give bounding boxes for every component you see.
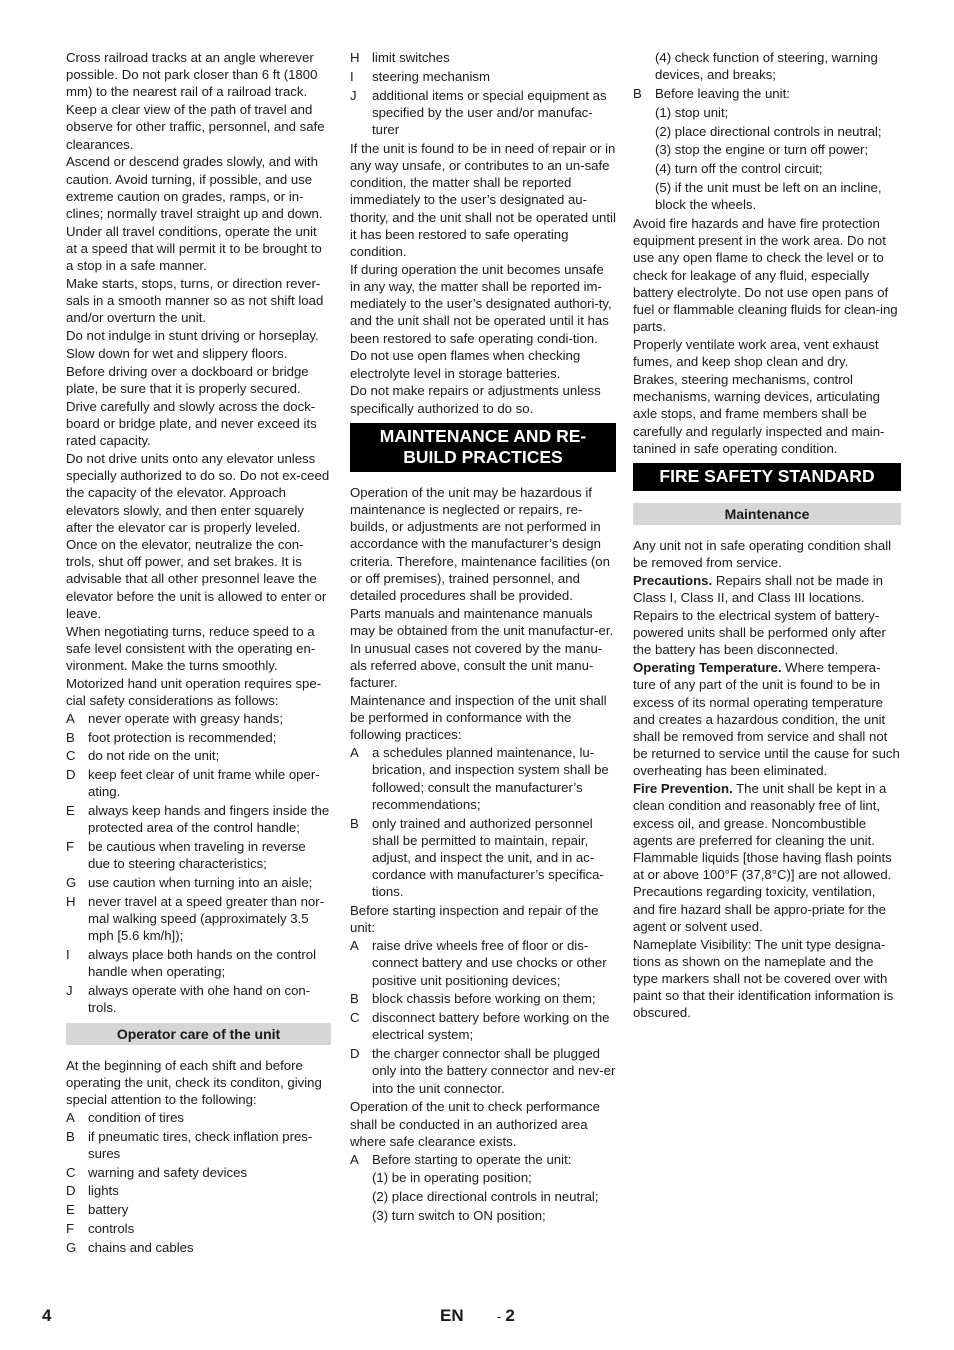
- list-text: never operate with greasy hands;: [88, 710, 283, 726]
- list-item: [66, 838, 331, 872]
- list-marker: A: [350, 1151, 359, 1167]
- paragraph: If the unit is found to be in need of repair or in any way unsafe, or contributes to an un-safe condition, the matter shall be reported immediately to the user’s designated au-thority, and the unit shall not be operated until it has been restored to safe operating condition.: [350, 140, 616, 260]
- list-item: [66, 1128, 331, 1162]
- list-text: warning and safety devices: [88, 1164, 248, 1180]
- bold-lead: Operating Temperature.: [633, 660, 782, 676]
- heading-line: BUILD PRACTICES: [403, 446, 563, 467]
- sub-list-item: (3) turn switch to ON position;: [372, 1208, 546, 1224]
- paragraph: When negotiating turns, reduce speed to a safe level consistent with the operating en-vironment. Make the turns smoothly.: [66, 623, 316, 674]
- paragraph-text: The unit shall be kept in a clean condition and reasonably free of lint, excess oil, and grease. Noncombustible agents are preferred for cleaning the unit. Flammable liquids [those having flash points at or above 100°F (37,8°C)] are not allowed. Precautions regarding toxicity, ventilation, and fire hazard shall be appro-priate for the agent or solvent used.: [633, 781, 892, 934]
- list-marker: G: [66, 875, 77, 891]
- paragraph: Do not drive units onto any elevator unless specially authorized to do so. Do not ex-ceed the capacity of the elevator. Approach elevators slowly, and then enter squarely after the elevator car is properly leveled. Once on the elevator, neutralize the con-trols, shut off power, and set brakes. It is advisable that all other presonnel leave the elevator before the unit is allowed to enter or leave.: [66, 451, 330, 621]
- list-text: raise drive wheels free of floor or dis-connect battery and use chocks or other positive unit positioning devices;: [372, 938, 607, 988]
- section-heading-maintenance: Maintenance: [633, 503, 901, 525]
- list-text: use caution when turning into an aisle;: [88, 875, 313, 891]
- list-marker: J: [350, 87, 357, 103]
- paragraph: Any unit not in safe operating condition shall be removed from service.: [633, 538, 892, 571]
- paragraph: Keep a clear view of the path of travel and observe for other traffic, personnel, and safe clearances.: [66, 102, 325, 152]
- list-text: only trained and authorized personnel shall be permitted to maintain, repair, adjust, and inspect the unit, and in ac-cordance with manufacturer’s specifica-tions.: [372, 815, 604, 900]
- paragraph: Do not make repairs or adjustments unless specifically authorized to do so.: [350, 383, 601, 416]
- paragraph: Nameplate Visibility: The unit type designa-tions as shown on the nameplate and the type markers shall not be covered over with paint so that their identification information is obscured.: [633, 936, 894, 1021]
- heading-line: MAINTENANCE AND RE-: [379, 425, 587, 446]
- list-item: [66, 1164, 331, 1181]
- list-item: [350, 1151, 616, 1168]
- list-marker: A: [350, 745, 359, 761]
- list-marker: G: [66, 1239, 77, 1255]
- list-item: [66, 946, 331, 980]
- list-item: [66, 874, 331, 891]
- list-item: [66, 1182, 331, 1199]
- list-item: [350, 990, 616, 1007]
- page-number: 4: [42, 1306, 52, 1325]
- list-item: [350, 744, 616, 813]
- section-heading-maintenance-rebuild: [350, 423, 616, 472]
- language-code: EN: [440, 1306, 464, 1325]
- inspection-list: [350, 937, 616, 1097]
- list-item: [633, 85, 901, 102]
- list-marker: H: [66, 894, 76, 910]
- list-marker: J: [66, 983, 73, 999]
- list-marker: D: [66, 767, 76, 783]
- list-text: keep feet clear of unit frame while oper-ating.: [88, 767, 320, 800]
- list-item: [66, 1201, 331, 1218]
- sub-list-item: (4) turn off the control circuit;: [655, 161, 823, 177]
- list-text: the charger connector shall be plugged only into the battery connector and nev-er into the unit connector.: [372, 1046, 616, 1096]
- check-list: [66, 1109, 331, 1256]
- list-text: steering mechanism: [372, 68, 491, 84]
- list-item: [350, 815, 616, 901]
- paragraph-text: Where tempera-ture of any part of the unit is found to be in excess of its normal operating temperature and creates a hazardous condition, the unit shall be removed from service and shall not be returned to service until the cause for such overheating has been eliminated.: [633, 660, 900, 779]
- list-marker: E: [66, 803, 75, 819]
- list-text: battery: [88, 1202, 129, 1218]
- list-text: block chassis before working on them;: [372, 991, 596, 1007]
- sub-list-item: (1) be in operating position;: [372, 1170, 532, 1186]
- paragraph: In unusual cases not covered by the manu-als referred above, consult the unit manu-facturer.: [350, 640, 603, 691]
- bold-lead: Precautions.: [633, 573, 713, 589]
- list-item: [350, 937, 616, 989]
- paragraph: At the beginning of each shift and before operating the unit, check its conditon, giving special attention to the following:: [66, 1057, 322, 1108]
- paragraph: Brakes, steering mechanisms, control mechanisms, warning devices, articulating axle stops, and frame members shall be carefully and regularly inspected and main-tanined in safe operating condition.: [633, 372, 885, 456]
- list-text: chains and cables: [88, 1239, 194, 1255]
- list-text: foot protection is recommended;: [88, 729, 277, 745]
- paragraph: Avoid fire hazards and have fire protection equipment present in the work area. Do not use any open flame to check the level or to check for leakage of any fluid, especially battery electrolyte. Do not use open pans of fuel or flammable cleaning fluids for clean-ing parts.: [633, 215, 898, 335]
- paragraph: Make starts, stops, turns, or direction rever-sals in a smooth manner so as not shift load and/or overturn the unit.: [66, 276, 324, 326]
- list-item: [66, 1239, 331, 1256]
- list-item: [66, 710, 331, 727]
- list-item: [66, 893, 331, 945]
- paragraph: [633, 659, 901, 779]
- list-text: limit switches: [372, 50, 450, 65]
- practices-list: [350, 744, 616, 900]
- sub-list-item: (5) if the unit must be left on an incline, block the wheels.: [655, 179, 882, 213]
- paragraph: Operation of the unit may be hazardous if maintenance is neglected or repairs, re-builds, or adjustments are not performed in accordance with the manufacturer’s design criteria. Therefore, maintenance facilities (on or off premises), trained personnel, and detailed procedures shall be provided.: [350, 484, 610, 604]
- list-text: additional items or special equipment as specified by the user and/or manufac-turer: [372, 87, 607, 137]
- list-marker: B: [66, 1128, 75, 1144]
- section-heading-operator-care: Operator care of the unit: [66, 1023, 331, 1045]
- list-marker: B: [350, 815, 359, 831]
- bold-lead: Fire Prevention.: [633, 781, 733, 797]
- sub-list-item: (2) place directional controls in neutral;: [655, 123, 882, 139]
- safety-list: [66, 710, 331, 1017]
- list-text: if pneumatic tires, check inflation pres-sures: [88, 1128, 313, 1161]
- paragraph: Do not indulge in stunt driving or horseplay.: [66, 328, 319, 344]
- sub-list-item: (1) stop unit;: [655, 104, 729, 120]
- paragraph: Before driving over a dockboard or bridge plate, be sure that it is properly secured.: [66, 363, 309, 397]
- list-text: lights: [88, 1183, 119, 1199]
- list-item: [66, 729, 331, 746]
- list-marker: I: [350, 68, 354, 84]
- section-heading-fire-safety: FIRE SAFETY STANDARD: [633, 463, 901, 491]
- list-item: [66, 1109, 331, 1126]
- paragraph: Cross railroad tracks at an angle wherever possible. Do not park closer than 6 ft (1800 mm) to the nearest rail of a railroad track.: [66, 50, 318, 100]
- list-marker: B: [350, 991, 359, 1007]
- list-marker: C: [66, 748, 76, 764]
- list-text: never travel at a speed greater than nor-mal walking speed (approximately 3.5 mph [5.6 km/h]);: [88, 894, 325, 944]
- list-item: [66, 1220, 331, 1237]
- list-marker: A: [66, 710, 75, 726]
- paragraph: Drive carefully and slowly across the dock-board or bridge plate, and never exceed its rated capacity.: [66, 398, 317, 449]
- list-text: always place both hands on the control handle when operating;: [88, 947, 316, 980]
- list-marker: H: [350, 50, 360, 65]
- list-marker: B: [633, 86, 642, 101]
- paragraph-text: Repairs shall not be made in Class I, Class II, and Class III locations.: [633, 573, 883, 606]
- paragraph: Before starting inspection and repair of the unit:: [350, 903, 599, 936]
- list-marker: I: [66, 947, 70, 963]
- list-marker: A: [350, 938, 359, 954]
- sub-list-item: (2) place directional controls in neutral;: [372, 1189, 599, 1205]
- paragraph: Properly ventilate work area, vent exhaust fumes, and keep shop clean and dry.: [633, 337, 879, 370]
- paragraph: [633, 780, 901, 935]
- list-marker: D: [350, 1046, 360, 1062]
- list-text: Before starting to operate the unit:: [372, 1151, 572, 1167]
- list-text: controls: [88, 1221, 135, 1237]
- list-marker: B: [66, 729, 75, 745]
- paragraph: [633, 572, 901, 606]
- list-text: condition of tires: [88, 1109, 185, 1125]
- list-text: be cautious when traveling in reverse due to steering characteristics;: [88, 839, 306, 872]
- list-marker: F: [66, 839, 75, 855]
- column-3: [633, 49, 901, 1022]
- paragraph: If during operation the unit becomes unsafe in any way, the matter shall be reported im-mediately to the user’s designated authori-ty, and the unit shall not be operated until it has been restored to safe operating condi-tion.: [350, 261, 612, 346]
- list-marker: A: [66, 1109, 75, 1125]
- list-text: Before leaving the unit:: [655, 86, 790, 101]
- paragraph: Maintenance and inspection of the unit shall be performed in conformance with the following practices:: [350, 693, 607, 743]
- list-text: a schedules planned maintenance, lu-brication, and inspection system shall be followed; consult the manufacturer’s recommendations;: [372, 745, 609, 812]
- paragraph: Ascend or descend grades slowly, and with caution. Avoid turning, if possible, and use extreme caution on grades, ramps, or in-clines; normally travel straight up and down.: [66, 154, 323, 222]
- list-marker: C: [66, 1164, 76, 1180]
- section-number: [497, 1306, 515, 1326]
- list-marker: F: [66, 1221, 75, 1237]
- paragraph: Motorized hand unit operation requires spe-cial safety considerations as follows:: [66, 675, 322, 709]
- sub-list-item: (3) stop the engine or turn off power;: [655, 142, 869, 158]
- list-marker: D: [66, 1183, 76, 1199]
- list-item: [66, 766, 331, 800]
- column-2: [350, 49, 616, 1226]
- list-item: [350, 49, 616, 66]
- check-list-continued: [350, 49, 616, 138]
- list-item: [350, 68, 616, 85]
- list-marker: C: [350, 1010, 360, 1026]
- list-item: [350, 87, 616, 139]
- section-dash: -: [497, 1309, 502, 1324]
- list-item: [66, 747, 331, 764]
- paragraph: Under all travel conditions, operate the unit at a speed that will permit it to be brought to a stop in a safe manner.: [66, 223, 322, 274]
- list-marker: E: [66, 1202, 75, 1218]
- list-text: always operate with ohe hand on con-trols.: [88, 983, 311, 1016]
- list-text: always keep hands and fingers inside the protected area of the control handle;: [88, 803, 330, 836]
- list-text: do not ride on the unit;: [88, 748, 220, 764]
- paragraph: Do not use open flames when checking electrolyte level in storage batteries.: [350, 348, 581, 381]
- list-text: disconnect battery before working on the electrical system;: [372, 1010, 610, 1043]
- paragraph: Operation of the unit to check performance shall be conducted in an authorized area where safe clearance exists.: [350, 1099, 600, 1149]
- column-1: [66, 49, 331, 1258]
- paragraph: Repairs to the electrical system of battery-powered units shall be performed only after the battery has been disconnected.: [633, 608, 886, 658]
- paragraph: Slow down for wet and slippery floors.: [66, 346, 288, 362]
- list-item: [66, 982, 331, 1016]
- paragraph: Parts manuals and maintenance manuals may be obtained from the unit manufactur-er.: [350, 605, 614, 639]
- section-number-value: 2: [505, 1306, 515, 1325]
- list-item: [350, 1009, 616, 1043]
- sub-list-item: (4) check function of steering, warning devices, and breaks;: [655, 50, 878, 83]
- list-item: [350, 1045, 616, 1097]
- list-item: [66, 802, 331, 836]
